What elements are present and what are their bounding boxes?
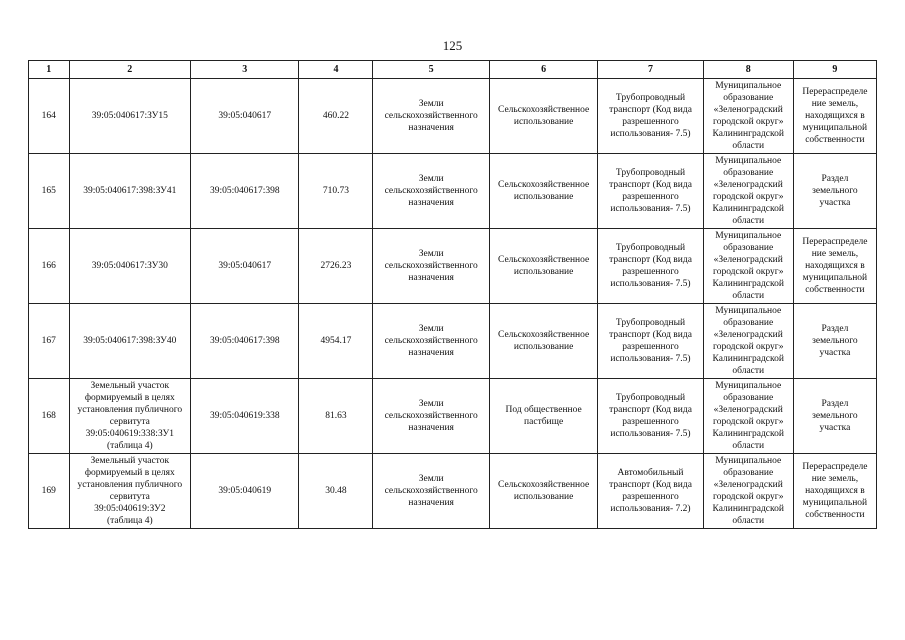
header-row — [29, 61, 877, 79]
permitted-use-cell: Трубопроводный транспорт (Код вида разрешенного использования- 7.5) — [598, 229, 703, 304]
owner-cell: Муниципальное образование «Зеленоградский городской округ» Калининградской области — [703, 229, 793, 304]
row-number-cell: 169 — [29, 454, 70, 529]
row-number-cell: 168 — [29, 379, 70, 454]
header-col-1: 1 — [29, 61, 70, 79]
header-col-7: 7 — [598, 61, 703, 79]
cadastral-plot-cell: Земельный участок формируемый в целях установления публичного сервитута 39:05:040619:ЗУ2 (таблица 4) — [69, 454, 191, 529]
cadastral-plot-cell: 39:05:040617:ЗУ15 — [69, 79, 191, 154]
table-row — [29, 379, 877, 454]
current-use-cell: Сельскохозяйственное использование — [489, 79, 597, 154]
row-number-cell: 164 — [29, 79, 70, 154]
table-row — [29, 229, 877, 304]
table-row — [29, 304, 877, 379]
formation-method-cell: Раздел земельного участка — [793, 154, 876, 229]
header-col-4: 4 — [299, 61, 373, 79]
permitted-use-cell: Автомобильный транспорт (Код вида разрешенного использования- 7.2) — [598, 454, 703, 529]
land-category-cell: Земли сельскохозяйственного назначения — [373, 454, 490, 529]
source-parcel-cell: 39:05:040617 — [191, 79, 299, 154]
header-col-5: 5 — [373, 61, 490, 79]
cadastral-plot-cell: Земельный участок формируемый в целях установления публичного сервитута 39:05:040619:338:ЗУ1 (таблица 4) — [69, 379, 191, 454]
area-cell: 2726.23 — [299, 229, 373, 304]
area-cell: 4954.17 — [299, 304, 373, 379]
table-row — [29, 79, 877, 154]
header-col-6: 6 — [489, 61, 597, 79]
table-row — [29, 154, 877, 229]
owner-cell: Муниципальное образование «Зеленоградский городской округ» Калининградской области — [703, 454, 793, 529]
area-cell: 710.73 — [299, 154, 373, 229]
table-body — [29, 79, 877, 529]
owner-cell: Муниципальное образование «Зеленоградский городской округ» Калининградской области — [703, 379, 793, 454]
area-cell: 460.22 — [299, 79, 373, 154]
page-number: 125 — [442, 38, 463, 53]
owner-cell: Муниципальное образование «Зеленоградский городской округ» Калининградской области — [703, 304, 793, 379]
area-cell: 81.63 — [299, 379, 373, 454]
permitted-use-cell: Трубопроводный транспорт (Код вида разрешенного использования- 7.5) — [598, 379, 703, 454]
formation-method-cell: Перераспределе ние земель, находящихся в муниципальной собственности — [793, 229, 876, 304]
owner-cell: Муниципальное образование «Зеленоградский городской округ» Калининградской области — [703, 154, 793, 229]
cadastral-plot-cell: 39:05:040617:ЗУ30 — [69, 229, 191, 304]
land-category-cell: Земли сельскохозяйственного назначения — [373, 304, 490, 379]
area-cell: 30.48 — [299, 454, 373, 529]
header-col-8: 8 — [703, 61, 793, 79]
land-category-cell: Земли сельскохозяйственного назначения — [373, 79, 490, 154]
cadastral-plot-cell: 39:05:040617:398:ЗУ40 — [69, 304, 191, 379]
row-number-cell: 166 — [29, 229, 70, 304]
header-col-2: 2 — [69, 61, 191, 79]
land-category-cell: Земли сельскохозяйственного назначения — [373, 154, 490, 229]
land-category-cell: Земли сельскохозяйственного назначения — [373, 379, 490, 454]
table-header — [29, 61, 877, 79]
table-row — [29, 454, 877, 529]
current-use-cell: Сельскохозяйственное использование — [489, 454, 597, 529]
formation-method-cell: Перераспределе ние земель, находящихся в муниципальной собственности — [793, 454, 876, 529]
current-use-cell: Под общественное пастбище — [489, 379, 597, 454]
formation-method-cell: Раздел земельного участка — [793, 379, 876, 454]
formation-method-cell: Раздел земельного участка — [793, 304, 876, 379]
header-col-3: 3 — [191, 61, 299, 79]
current-use-cell: Сельскохозяйственное использование — [489, 229, 597, 304]
owner-cell: Муниципальное образование «Зеленоградский городской округ» Калининградской области — [703, 79, 793, 154]
source-parcel-cell: 39:05:040617:398 — [191, 154, 299, 229]
permitted-use-cell: Трубопроводный транспорт (Код вида разрешенного использования- 7.5) — [598, 154, 703, 229]
source-parcel-cell: 39:05:040619 — [191, 454, 299, 529]
land-plot-table — [28, 60, 877, 529]
formation-method-cell: Перераспределе ние земель, находящихся в муниципальной собственности — [793, 79, 876, 154]
cadastral-plot-cell: 39:05:040617:398:ЗУ41 — [69, 154, 191, 229]
current-use-cell: Сельскохозяйственное использование — [489, 304, 597, 379]
row-number-cell: 167 — [29, 304, 70, 379]
row-number-cell: 165 — [29, 154, 70, 229]
source-parcel-cell: 39:05:040619:338 — [191, 379, 299, 454]
source-parcel-cell: 39:05:040617 — [191, 229, 299, 304]
land-category-cell: Земли сельскохозяйственного назначения — [373, 229, 490, 304]
current-use-cell: Сельскохозяйственное использование — [489, 154, 597, 229]
header-col-9: 9 — [793, 61, 876, 79]
permitted-use-cell: Трубопроводный транспорт (Код вида разрешенного использования- 7.5) — [598, 304, 703, 379]
source-parcel-cell: 39:05:040617:398 — [191, 304, 299, 379]
permitted-use-cell: Трубопроводный транспорт (Код вида разрешенного использования- 7.5) — [598, 79, 703, 154]
